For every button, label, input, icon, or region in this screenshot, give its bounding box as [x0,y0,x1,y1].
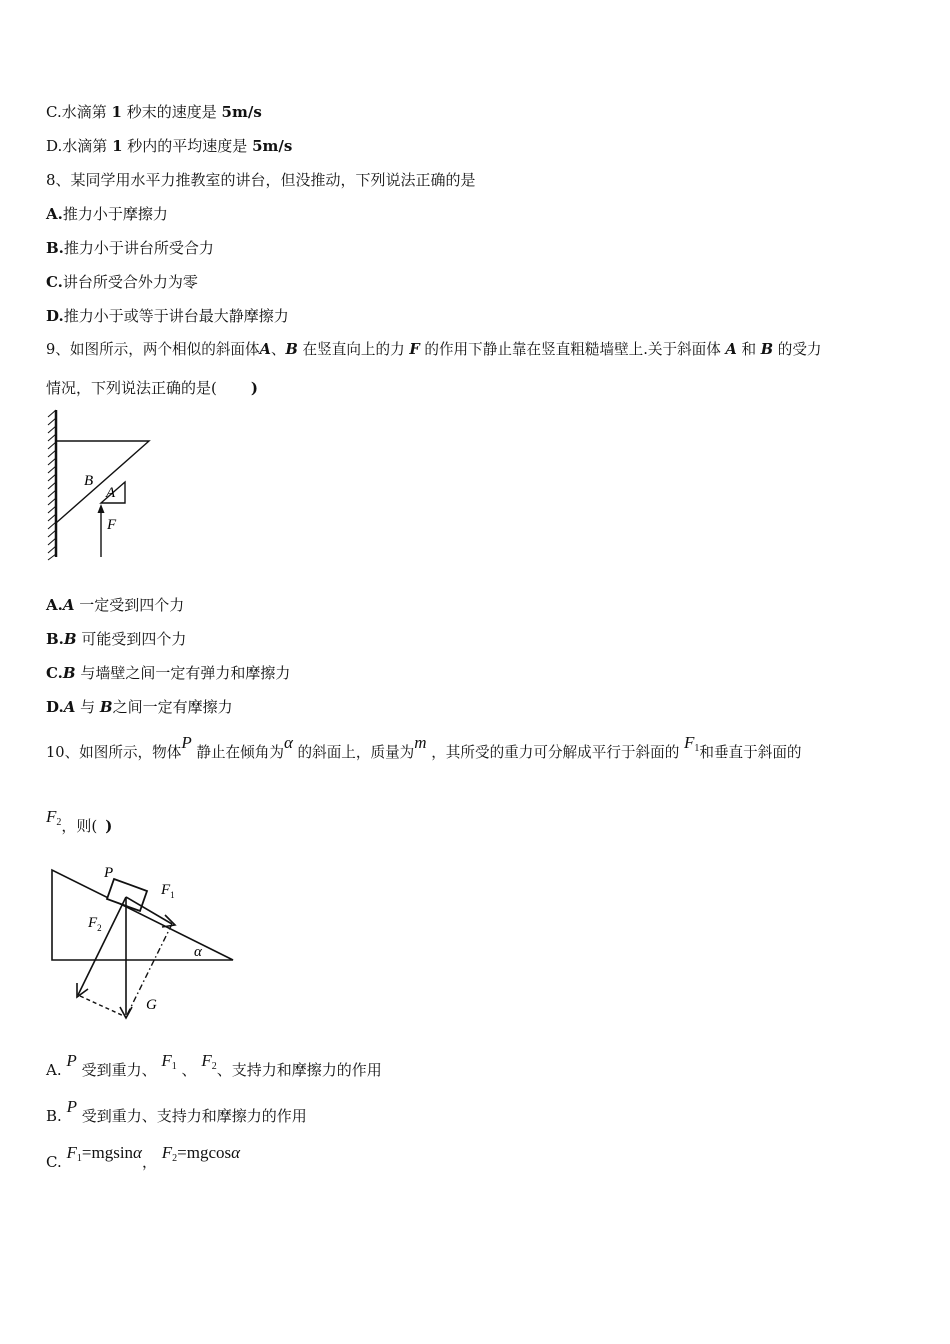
label-a: A [106,485,116,501]
option-text: 受到重力、 [81,1061,157,1079]
q8-stem: 8、某同学用水平力推教室的讲台，但没推动，下列说法正确的是 [46,171,476,189]
q8-option-c [46,272,198,292]
option-letter: B. [46,1107,62,1125]
var-alpha: α [133,1143,142,1162]
option-var: B [62,664,76,682]
var-m: m [414,733,427,752]
option-letter: A. [46,205,63,223]
q10-option-b [46,1097,307,1126]
option-text: 一定受到四个力 [79,596,185,614]
q7-option-c [46,102,262,122]
var-f2 [201,1051,216,1070]
var-a: A [725,341,737,358]
var-f1 [161,1051,176,1070]
option-var: A [62,596,75,614]
option-letter: C. [46,1153,62,1171]
label-g: G [146,997,157,1013]
stem-text: 的作用下静止靠在竖直粗糙墙壁上.关于斜面体 [424,341,721,358]
stem-text: 和 [741,341,757,358]
option-text: 与 [80,698,96,716]
subscript: 2 [97,923,102,933]
var-p: P [66,1097,77,1116]
q8-option-b [46,238,214,258]
force-f2-arrow [78,897,126,995]
var-alpha: α [283,733,293,752]
option-text: 可能受到四个力 [81,630,187,648]
subscript: 1 [171,1061,177,1072]
stem-text: ) [250,379,258,397]
q10-option-c [46,1143,241,1178]
arrow-head-icon [98,504,105,513]
stem-text: 的受力 [777,341,822,358]
option-text: 受到重力、支持力和摩擦力的作用 [81,1107,307,1125]
f-symbol: F [46,807,57,826]
option-text: ， [141,1153,157,1171]
option-text: 推力小于或等于讲台最大静摩擦力 [63,307,289,325]
stem-text: ) [105,817,113,835]
stem-text: 、 [270,341,286,358]
option-letter: C. [46,664,63,682]
option-text: 推力小于讲台所受合力 [63,239,214,257]
option-text: 之间一定有摩擦力 [112,698,233,716]
var-b: B [285,341,298,358]
var-f2 [46,807,61,826]
option-letter: D. [46,137,63,155]
var-f1 [684,733,699,752]
label-p: P [104,865,114,881]
option-letter: C. [46,273,63,291]
f-symbol: F [88,915,98,931]
f-symbol: F [66,1143,77,1162]
subscript: 2 [172,1153,178,1164]
option-letter: B. [46,630,64,648]
option-letter: B. [46,239,64,257]
option-text: 秒内的平均速度是 [127,137,248,155]
incline [52,870,233,960]
q7-option-d [46,136,292,156]
q10-figure [40,855,250,1025]
stem-text: 和垂直于斜面的 [699,744,802,761]
subscript: 1 [694,743,700,754]
q9-option-c [46,663,290,683]
var-alpha: α [231,1143,241,1162]
option-letter: D. [46,698,64,716]
option-number: 1 [112,137,123,155]
option-text: 讲台所受合外力为零 [62,273,198,291]
q10-stem-line1 [46,733,802,768]
option-value: 5m/s [252,137,293,155]
option-letter: D. [46,307,64,325]
f-symbol: F [161,1051,172,1070]
option-text: 水滴第 [62,137,108,155]
option-text: 与墙壁之间一定有弹力和摩擦力 [80,664,291,682]
q9-option-b [46,629,186,649]
subscript: 2 [211,1061,217,1072]
option-var: B [99,698,113,716]
option-letter: A. [46,596,63,614]
q8-option-a [46,204,168,224]
q10-stem-line2 [46,807,113,842]
option-text: 水滴第 [61,103,107,121]
label-b: B [84,473,94,489]
equation-f2 [162,1143,240,1162]
stem-text: 的斜面上，质量为 [297,744,415,761]
equation-text: =mgcos [177,1143,232,1162]
option-letter: C. [46,103,62,121]
q10-option-a [46,1051,382,1086]
option-var: A [63,698,76,716]
dashed-line [80,996,126,1017]
option-var: B [63,630,77,648]
var-p: P [66,1051,77,1070]
q9-figure [40,405,160,565]
var-b: B [760,341,774,358]
option-text: 、支持力和摩擦力的作用 [216,1061,382,1079]
f-symbol: F [161,882,171,898]
var-p: P [181,733,192,752]
stem-text: 10、如图所示，物体 [46,744,182,761]
var-a: A [259,341,271,358]
f-symbol: F [161,1143,173,1162]
q9-stem-line2 [46,378,258,398]
equation-f1 [67,1143,142,1162]
equation-text: =mgsin [81,1143,134,1162]
q9-stem-line1 [46,340,822,360]
q9-option-a [46,595,184,615]
label-f: F [107,517,117,533]
label-alpha: α [194,944,202,960]
stem-text: 静止在倾角为 [196,744,284,761]
stem-text: 9、如图所示，两个相似的斜面体 [46,341,260,358]
f-symbol: F [683,733,695,752]
subscript: 1 [76,1153,82,1164]
stem-text: 情况，下列说法正确的是( [46,379,217,397]
var-f: F [409,341,420,358]
option-text: 推力小于摩擦力 [62,205,168,223]
q8-option-d [46,306,289,326]
f-symbol: F [201,1051,212,1070]
stem-text: ，其所受的重力可分解成平行于斜面的 [431,744,680,761]
option-text: 秒末的速度是 [126,103,217,121]
subscript: 2 [56,817,62,828]
stem-text: ，则( [61,817,98,835]
option-letter: A. [46,1061,62,1079]
option-value: 5m/s [221,103,262,121]
option-text: 、 [181,1061,197,1079]
label-f1 [160,882,175,900]
subscript: 1 [170,890,175,900]
q9-option-d [46,697,233,717]
label-f2 [87,915,102,933]
stem-text: 在竖直向上的力 [302,341,405,358]
option-number: 1 [111,103,122,121]
